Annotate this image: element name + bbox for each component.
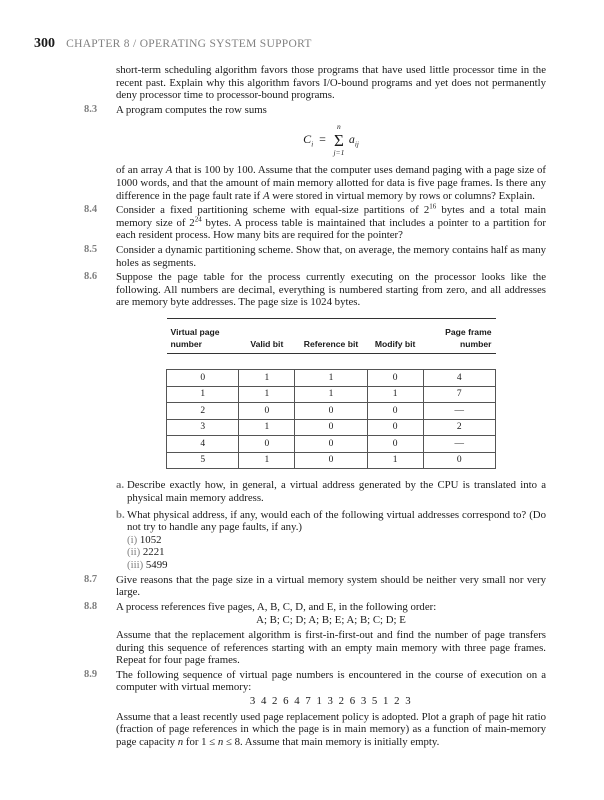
page-header bbox=[34, 36, 312, 52]
table-cell: 7 bbox=[423, 386, 495, 403]
problem-8-7 bbox=[84, 573, 546, 599]
column-header: Page frame number bbox=[445, 326, 492, 350]
page-content bbox=[84, 64, 546, 748]
body-text: of an array bbox=[116, 164, 166, 177]
table-cell: 0 bbox=[295, 452, 367, 469]
page-number: 300 bbox=[34, 36, 55, 51]
virtual-address-list bbox=[127, 534, 546, 572]
table-cell: 0 bbox=[239, 403, 295, 420]
variable-n: n bbox=[177, 735, 184, 748]
page-table bbox=[166, 318, 496, 470]
table-header-row bbox=[167, 318, 496, 353]
table-cell: 0 bbox=[367, 403, 423, 420]
table-cell: — bbox=[423, 436, 495, 453]
column-header: Reference bit bbox=[303, 339, 359, 350]
problem-number: 8.9 bbox=[84, 668, 98, 680]
table-cell: 0 bbox=[423, 452, 495, 469]
table-cell: 0 bbox=[367, 419, 423, 436]
table-cell: 4 bbox=[167, 436, 239, 453]
table-cell: 0 bbox=[367, 436, 423, 453]
table-cell: 5 bbox=[167, 452, 239, 469]
problem-8-4 bbox=[84, 202, 546, 242]
column-header: Modify bit bbox=[374, 339, 416, 350]
problem-number: 8.8 bbox=[84, 600, 98, 612]
variable-n: n bbox=[217, 735, 224, 748]
subquestion-b bbox=[116, 509, 546, 572]
intro-continuation: short-term scheduling algorithm favors those programs that have used little processor time in the recent past. Explain why this algorithm favors I/O-bound programs and yet does not permanently deny processor time to processor-bound programs. bbox=[116, 64, 546, 102]
body-text: were stored in virtual memory by rows or columns? Explain. bbox=[269, 189, 535, 202]
problem-text bbox=[116, 711, 546, 749]
table-cell: 0 bbox=[295, 403, 367, 420]
table-cell: 1 bbox=[239, 370, 295, 387]
array-variable: A bbox=[262, 189, 270, 202]
body-text: bytes and a total main memory size of 2 bbox=[116, 204, 546, 229]
table-row bbox=[167, 452, 496, 469]
item-label: (i) bbox=[127, 533, 138, 546]
problem-text: Give reasons that the page size in a virtual memory system should be neither very small nor very large. bbox=[116, 573, 546, 599]
formula-lhs: C bbox=[303, 132, 312, 147]
table-cell: 2 bbox=[167, 403, 239, 420]
exponent: 16 bbox=[429, 202, 437, 211]
table-row bbox=[167, 370, 496, 387]
sum-lower-limit: j=1 bbox=[333, 148, 345, 158]
table-cell: 1 bbox=[295, 370, 367, 387]
formula-lhs-sub: i bbox=[311, 140, 314, 149]
subquestion-a bbox=[116, 479, 546, 504]
table-cell: 1 bbox=[239, 419, 295, 436]
table-cell: 3 bbox=[167, 419, 239, 436]
list-item bbox=[127, 546, 546, 559]
subquestion-label: a. bbox=[116, 479, 125, 492]
item-label: (iii) bbox=[127, 558, 144, 571]
row-sum-formula bbox=[116, 122, 546, 156]
problem-lead: A program computes the row sums bbox=[116, 103, 267, 116]
subquestion-text: What physical address, if any, would each of the following virtual addresses correspond to? (Do not try to handle any page faults, if any.) bbox=[127, 508, 546, 534]
problem-8-6 bbox=[84, 271, 546, 571]
problem-number: 8.3 bbox=[84, 103, 98, 115]
problem-8-9 bbox=[84, 668, 546, 749]
table-row bbox=[167, 386, 496, 403]
problem-number: 8.4 bbox=[84, 204, 98, 216]
problem-number: 8.7 bbox=[84, 573, 98, 585]
problem-text: Assume that the replacement algorithm is first-in-first-out and find the number of page transfers during this sequence of references starting with an empty main memory with three page frames. Repeat for four page frames. bbox=[116, 628, 546, 667]
reference-sequence: A; B; C; D; A; B; E; A; B; C; D; E bbox=[256, 614, 406, 627]
body-text: for 1 ≤ bbox=[183, 735, 218, 748]
table-cell: — bbox=[423, 403, 495, 420]
table-cell: 1 bbox=[167, 386, 239, 403]
list-item bbox=[127, 534, 546, 547]
summation-sign bbox=[332, 122, 346, 158]
body-text: that is 100 by 100. Assume that the computer uses demand paging with a page size of 1000 words, and that the amount of main memory allotted for data is five page frames. Is there any difference in the page fault rate if bbox=[116, 164, 546, 202]
problem-text: Suppose the page table for the process currently executing on the processor looks like the following. All numbers are decimal, everything is numbered starting from zero, and all addresses are memory byte addresses. The page size is 1024 bytes. bbox=[116, 271, 546, 309]
table-cell: 0 bbox=[367, 370, 423, 387]
table-cell: 1 bbox=[367, 386, 423, 403]
table-cell: 0 bbox=[295, 419, 367, 436]
problem-8-3 bbox=[84, 103, 546, 202]
table-row bbox=[167, 419, 496, 436]
problem-8-8 bbox=[84, 600, 546, 667]
table-cell: 0 bbox=[239, 436, 295, 453]
problem-text: The following sequence of virtual page numbers is encountered in the course of execution on a computer with virtual memory: bbox=[116, 668, 546, 694]
item-label: (ii) bbox=[127, 546, 141, 559]
subquestion-text: Describe exactly how, in general, a virtual address generated by the CPU is translated into a physical main memory address. bbox=[127, 479, 546, 504]
array-variable: A bbox=[165, 164, 173, 177]
problem-8-5 bbox=[84, 243, 546, 269]
formula-equals: = bbox=[319, 132, 326, 147]
table-cell: 4 bbox=[423, 370, 495, 387]
table-cell: 1 bbox=[295, 386, 367, 403]
problem-body bbox=[116, 164, 546, 202]
sum-upper-limit: n bbox=[337, 122, 341, 132]
exponent: 24 bbox=[194, 215, 202, 224]
body-text: ≤ 8. Assume that main memory is initially empty. bbox=[223, 735, 440, 748]
table-cell: 0 bbox=[167, 370, 239, 387]
sigma-symbol: Σ bbox=[333, 131, 344, 151]
table-row bbox=[167, 436, 496, 453]
table-cell: 1 bbox=[239, 386, 295, 403]
item-value: 2221 bbox=[142, 546, 165, 559]
formula-term-sub: ij bbox=[354, 140, 359, 149]
page-number-sequence: 3 4 2 6 4 7 1 3 2 6 3 5 1 2 3 bbox=[249, 694, 413, 707]
problem-text: A process references five pages, A, B, C, D, and E, in the following order: bbox=[116, 600, 437, 613]
chapter-title: CHAPTER 8 / OPERATING SYSTEM SUPPORT bbox=[66, 38, 312, 50]
problem-text bbox=[116, 204, 546, 242]
table-cell: 2 bbox=[423, 419, 495, 436]
body-text: Assume that a least recently used page replacement policy is adopted. Plot a graph of page hit ratio (fraction of page references in which the page is in main memory) as a function of main-memory page capacity bbox=[116, 710, 546, 748]
column-header: Virtual page number bbox=[170, 326, 220, 350]
table-row bbox=[167, 403, 496, 420]
problem-number: 8.5 bbox=[84, 243, 98, 255]
column-header: Valid bit bbox=[250, 339, 284, 350]
table-cell: 1 bbox=[367, 452, 423, 469]
problem-text: Consider a dynamic partitioning scheme. Show that, on average, the memory contains half as many holes as segments. bbox=[116, 243, 546, 269]
subquestion-label: b. bbox=[116, 508, 125, 521]
item-value: 1052 bbox=[139, 533, 162, 546]
table-cell: 0 bbox=[295, 436, 367, 453]
problem-number: 8.6 bbox=[84, 271, 98, 283]
table-cell: 1 bbox=[239, 452, 295, 469]
list-item bbox=[127, 559, 546, 572]
item-value: 5499 bbox=[145, 558, 168, 571]
body-text: bytes. A process table is maintained that includes a pointer to a partition for each resident process. How many bits are required for the pointer? bbox=[116, 216, 546, 242]
formula-term: a bbox=[348, 132, 355, 147]
body-text: Consider a fixed partitioning scheme with equal-size partitions of 2 bbox=[116, 204, 430, 217]
